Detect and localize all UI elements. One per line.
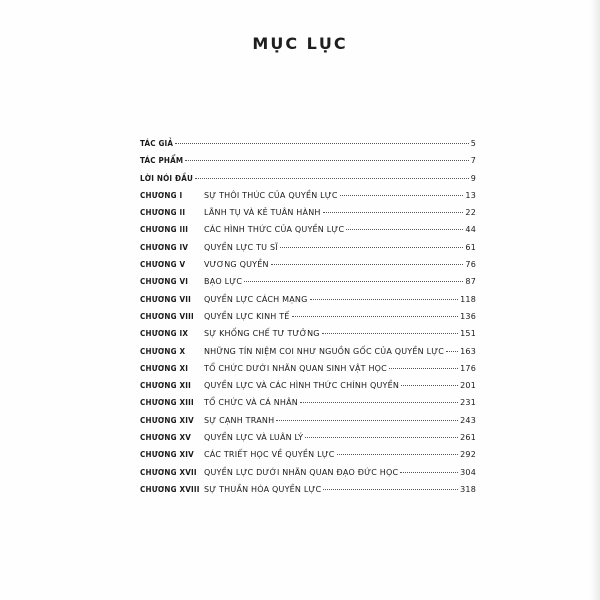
toc-chapter-title: SỰ THUẦN HÓA QUYỀN LỰC — [204, 484, 322, 494]
toc-page-number: 151 — [460, 329, 476, 339]
toc-chapter-label: CHƯƠNG X — [140, 346, 186, 356]
toc-chapter-label: CHƯƠNG XV — [140, 433, 191, 443]
toc-chapter-label: TÁC PHẨM — [140, 156, 184, 166]
toc-chapter-label: CHƯƠNG V — [140, 260, 186, 270]
toc-chapter-title: QUYỀN LỰC VÀ LUÂN LÝ — [204, 433, 304, 443]
toc-page-number: 118 — [460, 294, 476, 304]
table-of-contents — [140, 135, 476, 498]
toc-entry — [140, 377, 476, 394]
toc-entry — [140, 325, 476, 342]
toc-chapter-label: CHƯƠNG IV — [140, 242, 189, 252]
dot-leader — [271, 264, 464, 265]
toc-page-number: 9 — [470, 173, 476, 183]
toc-page-number: 87 — [465, 277, 476, 287]
toc-page-number: 243 — [460, 415, 476, 425]
toc-entry — [140, 291, 476, 308]
toc-page-number: 176 — [460, 363, 476, 373]
toc-chapter-title: CÁC HÌNH THỨC CỦA QUYỀN LỰC — [204, 225, 345, 235]
dot-leader — [185, 160, 468, 161]
toc-chapter-label: TÁC GIẢ — [140, 139, 174, 148]
page-title: MỤC LỤC — [252, 34, 348, 53]
toc-entry — [140, 412, 476, 429]
toc-page-number: 231 — [460, 398, 476, 408]
toc-chapter-label: CHƯƠNG XIII — [140, 398, 194, 408]
dot-leader — [323, 489, 458, 490]
toc-entry — [140, 308, 476, 325]
dot-leader — [389, 368, 458, 369]
toc-entry — [140, 256, 476, 273]
toc-chapter-label: CHƯƠNG XIV — [140, 450, 194, 460]
toc-chapter-label: CHƯƠNG XVII — [140, 467, 197, 477]
toc-entry — [140, 221, 476, 238]
toc-page-number: 304 — [460, 467, 476, 477]
toc-page-number: 7 — [470, 156, 476, 166]
toc-page-number: 292 — [460, 450, 476, 460]
dot-leader — [322, 333, 458, 334]
toc-page-number: 76 — [465, 260, 476, 270]
toc-entry — [140, 429, 476, 446]
toc-chapter-title: QUYỀN LỰC TU SĨ — [204, 242, 278, 252]
toc-chapter-label: CHƯƠNG XIV — [140, 415, 194, 425]
toc-chapter-label: CHƯƠNG VI — [140, 277, 189, 287]
dot-leader — [280, 247, 464, 248]
dot-leader — [346, 229, 463, 230]
dot-leader — [400, 472, 458, 473]
toc-chapter-title: NHỮNG TÍN NIỆM COI NHƯ NGUỒN GỐC CỦA QUYỀN LỰC — [204, 346, 445, 356]
dot-leader — [337, 454, 459, 455]
toc-chapter-title: QUYỀN LỰC KINH TẾ — [204, 311, 290, 321]
toc-chapter-label: CHƯƠNG III — [140, 225, 189, 235]
toc-page-number: 201 — [460, 381, 476, 391]
toc-chapter-title: TỔ CHỨC VÀ CÁ NHÂN — [204, 398, 298, 408]
toc-page-number: 61 — [465, 242, 476, 252]
toc-page-number: 136 — [460, 311, 476, 321]
dot-leader — [175, 143, 469, 144]
toc-entry — [140, 135, 476, 152]
toc-chapter-title: LÃNH TỤ VÀ KẺ TUÂN HÀNH — [204, 208, 321, 218]
toc-chapter-title: TỔ CHỨC DƯỚI NHÃN QUAN SINH VẬT HỌC — [204, 363, 387, 373]
toc-entry — [140, 239, 476, 256]
toc-chapter-label: CHƯƠNG II — [140, 208, 186, 218]
dot-leader — [276, 420, 458, 421]
toc-chapter-label: CHƯƠNG XII — [140, 381, 191, 391]
toc-chapter-label: CHƯƠNG VII — [140, 294, 191, 304]
toc-chapter-label: LỜI NÓI ĐẦU — [140, 173, 194, 183]
toc-page-number: 163 — [460, 346, 476, 356]
toc-chapter-title: QUYỀN LỰC VÀ CÁC HÌNH THỨC CHÍNH QUYỀN — [204, 381, 400, 391]
toc-page-number: 5 — [470, 139, 476, 148]
dot-leader — [292, 316, 459, 317]
dot-leader — [340, 195, 464, 196]
toc-entry — [140, 170, 476, 187]
toc-page-number: 318 — [460, 484, 476, 494]
toc-chapter-title: QUYỀN LỰC DƯỚI NHÃN QUAN ĐẠO ĐỨC HỌC — [204, 467, 399, 477]
toc-chapter-label: CHƯƠNG XVIII — [140, 484, 200, 494]
toc-entry — [140, 204, 476, 221]
dot-leader — [323, 212, 464, 213]
dot-leader — [195, 178, 469, 179]
toc-chapter-label: CHƯƠNG VIII — [140, 311, 194, 321]
toc-chapter-title: BẠO LỰC — [204, 277, 243, 287]
toc-entry — [140, 446, 476, 463]
toc-chapter-label: CHƯƠNG I — [140, 190, 183, 200]
toc-chapter-title: VƯƠNG QUYỀN — [204, 260, 269, 270]
dot-leader — [300, 402, 458, 403]
toc-page-number: 13 — [465, 190, 476, 200]
toc-entry — [140, 481, 476, 498]
toc-chapter-title: SỰ CẠNH TRANH — [204, 415, 275, 425]
toc-chapter-label: CHƯƠNG IX — [140, 329, 189, 339]
toc-page-number: 44 — [465, 225, 476, 235]
dot-leader — [446, 351, 458, 352]
dot-leader — [310, 299, 459, 300]
toc-entry — [140, 360, 476, 377]
toc-chapter-title: CÁC TRIẾT HỌC VỀ QUYỀN LỰC — [204, 450, 335, 460]
page-edge-shadow — [590, 0, 600, 600]
toc-entry — [140, 343, 476, 360]
toc-entry — [140, 273, 476, 290]
toc-page-number: 22 — [465, 208, 476, 218]
toc-entry — [140, 152, 476, 169]
toc-chapter-title: SỰ KHỐNG CHẾ TƯ TƯỞNG — [204, 329, 320, 339]
toc-chapter-title: QUYỀN LỰC CÁCH MẠNG — [204, 294, 308, 304]
toc-page-number: 261 — [460, 433, 476, 443]
toc-entry — [140, 187, 476, 204]
dot-leader — [305, 437, 458, 438]
toc-chapter-label: CHƯƠNG XI — [140, 363, 189, 373]
dot-leader — [401, 385, 458, 386]
toc-entry — [140, 464, 476, 481]
dot-leader — [244, 281, 463, 282]
toc-entry — [140, 394, 476, 411]
toc-chapter-title: SỰ THÔI THÚC CỦA QUYỀN LỰC — [204, 190, 338, 200]
